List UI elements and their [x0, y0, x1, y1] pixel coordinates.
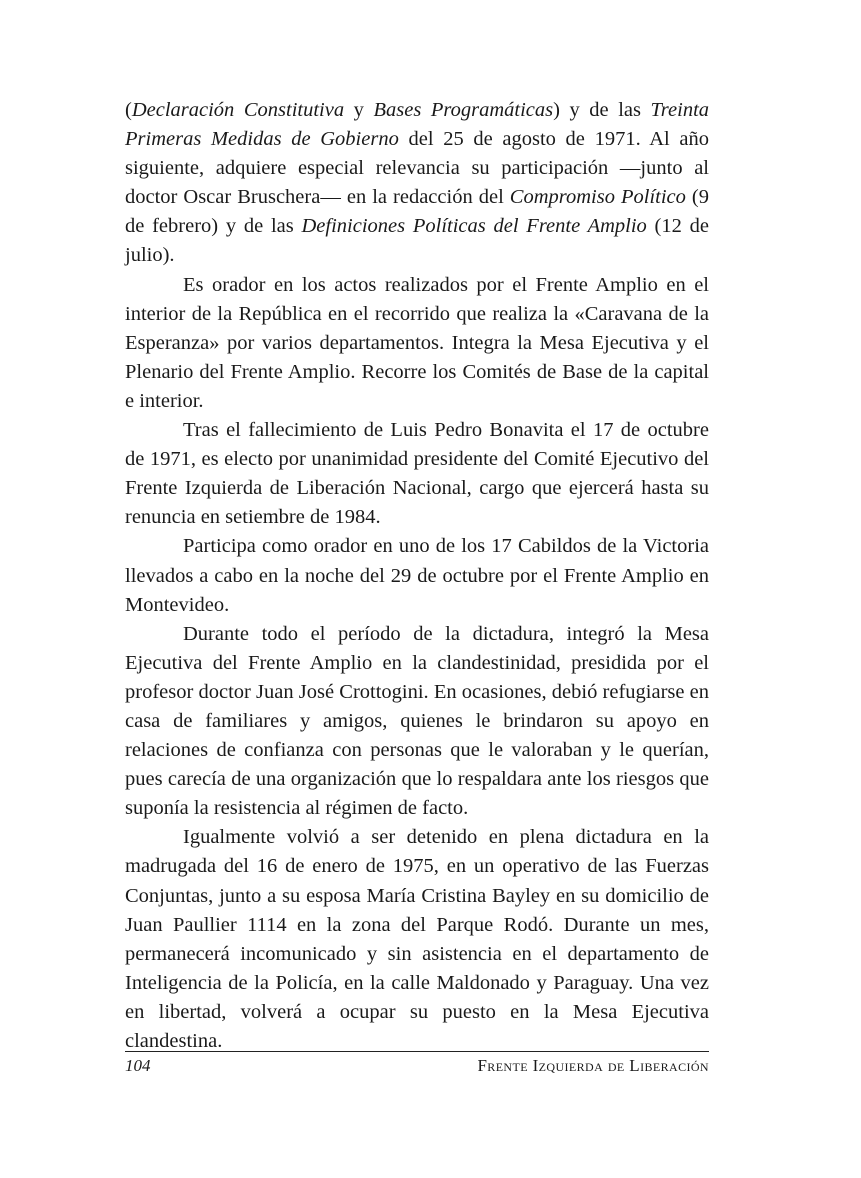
paragraph-3: Tras el fallecimiento de Luis Pedro Bonavita el 17 de octubre de 1971, es electo por unanimidad presidente del Comité Ejecutivo del Frente Izquierda de Liberación Nacional, cargo que ejercerá hasta su renuncia en setiembre de 1984. [125, 419, 709, 529]
page-number: 104 [125, 1056, 151, 1075]
paragraph-5: Durante todo el período de la dictadura, integró la Mesa Ejecutiva del Frente Amplio en la clandestinidad, presidida por el profesor doctor Juan José Crottogini. En ocasiones, debió refugiarse en casa de familiares y amigos, quienes le brindaron su apoyo en relaciones de confianza con personas que le valoraban y le querían, pues carecía de una organización que lo respaldara ante los riesgos que suponía la resistencia al régimen de facto. [125, 622, 709, 820]
text-run: del 25 de agosto de 1971. Al año siguiente, adquiere especial relevancia su participación —junto al doctor Oscar Bruschera— en la redacción del [125, 128, 709, 209]
paragraph-4: Participa como orador en uno de los 17 Cabildos de la Victoria llevados a cabo en la noche del 29 de octubre por el Frente Amplio en Montevideo. [125, 535, 709, 616]
italic-title-run: Definiciones Políticas del Frente Amplio [301, 215, 647, 238]
footer-rule [125, 1051, 709, 1052]
italic-title-run: Bases Programáticas [373, 99, 554, 121]
body-text [125, 96, 709, 1056]
page-footer [125, 1056, 709, 1078]
paragraph-6: Igualmente volvió a ser detenido en plena dictadura en la madrugada del 16 de enero de 1975, en un operativo de las Fuerzas Conjuntas, junto a su esposa María Cristina Bayley en su domicilio de Juan Paullier 1114 en la zona del Parque Rodó. Durante un mes, permanecerá incomunicado y sin asistencia en el departamento de Inteligencia de la Policía, en la calle Maldonado y Paraguay. Una vez en libertad, volverá a ocupar su puesto en la Mesa Ejecutiva clandestina. [125, 826, 709, 1052]
italic-title-run: Compromiso Político [509, 186, 686, 209]
text-run: ( [125, 99, 132, 121]
text-run: (12 de julio). [125, 215, 709, 267]
text-run: (9 de febrero) y de las [125, 186, 710, 238]
italic-title-run: Treinta Primeras Medidas de Gobierno [125, 99, 710, 151]
text-run: ) y de las [553, 99, 651, 121]
paragraph-2: Es orador en los actos realizados por el Frente Amplio en el interior de la República en el recorrido que realiza la «Caravana de la Esperanza» por varios departamentos. Integra la Mesa Ejecutiva y el Plenario del Frente Amplio. Recorre los Comités de Base de la capital e interior. [125, 273, 709, 412]
text-run: y [344, 99, 374, 121]
running-head: Frente Izquierda de Liberación [477, 1056, 709, 1075]
paragraph-1 [125, 96, 709, 271]
italic-title-run: Declaración Constitutiva [131, 99, 345, 121]
